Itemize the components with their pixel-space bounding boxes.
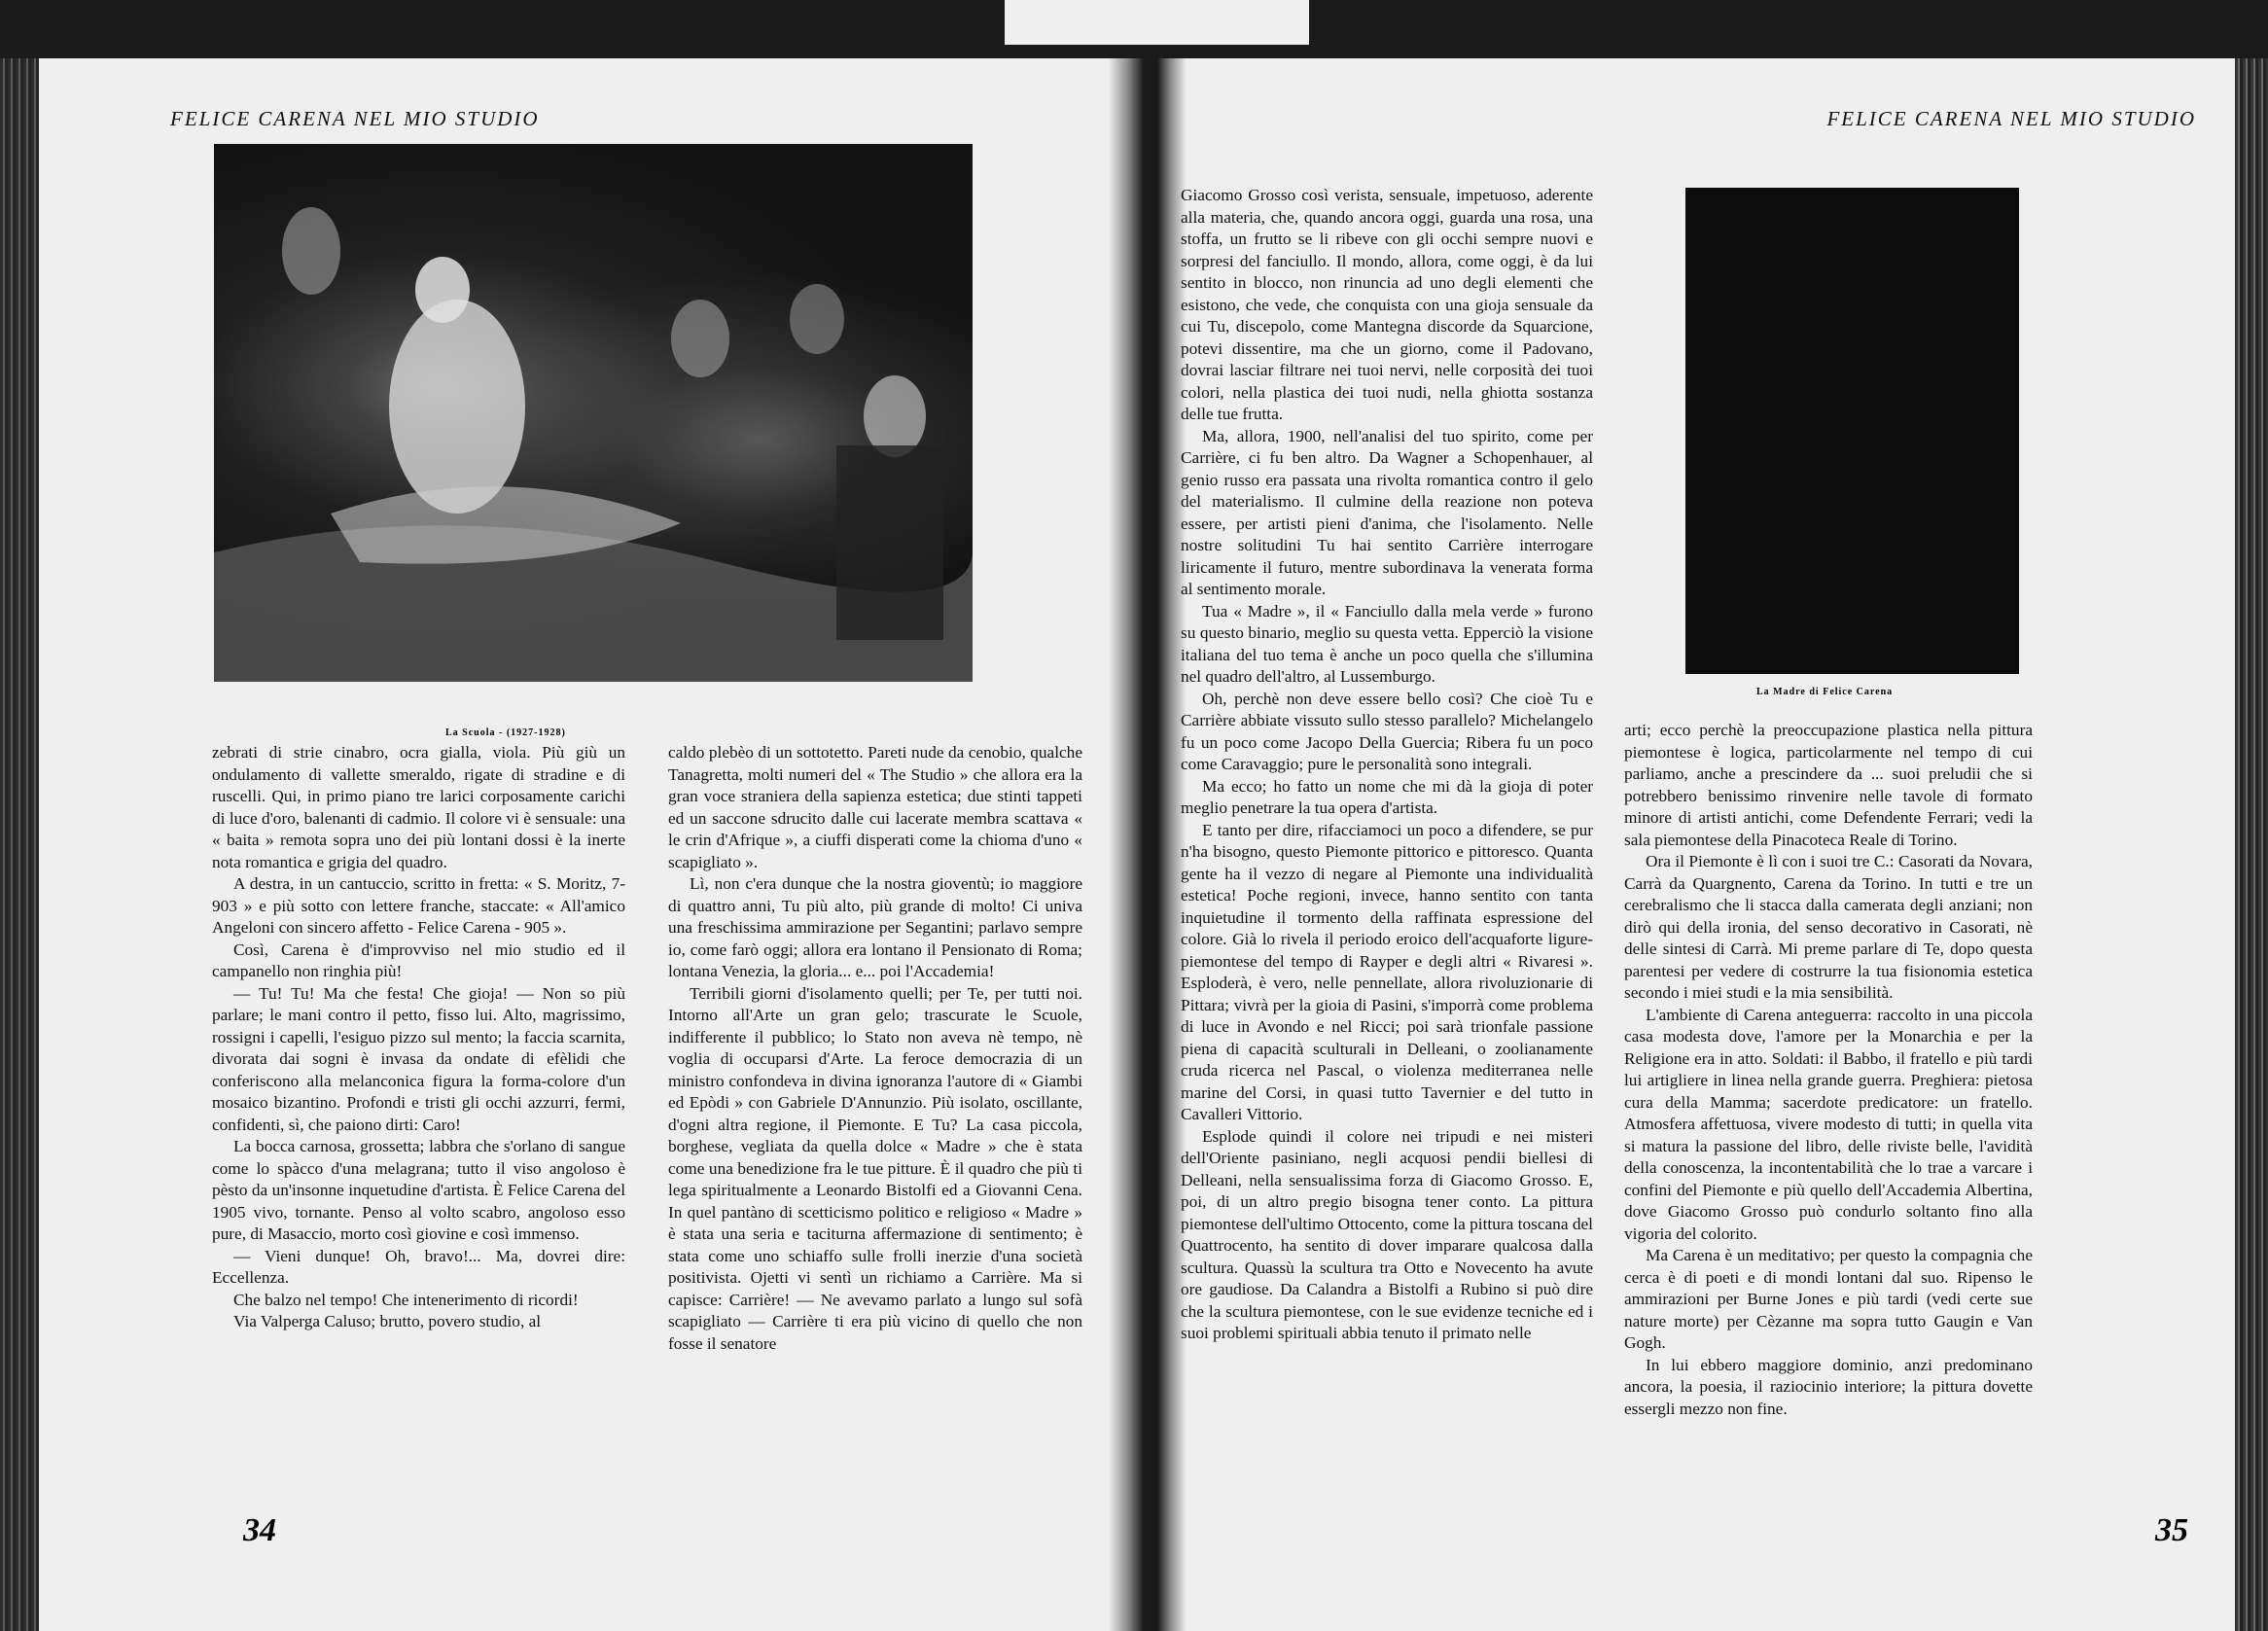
paragraph: E tanto per dire, rifacciamoci un poco a difendere, se pur n'ha bisogno, questo Piemonte pittorico e pittoresco. Quanta gente ha il vezzo di negare al Piemonte una individualità estetica! Poche regioni, invece, hanno sentito con tanta inquietudine il tormento della raffinata espressione del colore. Già lo rivela il periodo eroico dell'acquaforte ligure-piemontese del tempo di Rayper e degli altri « Rivaresi ». Esploderà, è vero, nelle pennellate, allora rivoluzionarie di Pittara; vivrà per la gioia di Pasini, s'imporrà come problema di luce in Avondo e nel Ricci; poi sarà trionfale passione piena di capacità sculturali in Delleani, o zoolianamente cruda ricerca nel Pascal, o violenza mediterranea nelle marine del Corsi, in quasi tutto Tavernier e del tutto in Cavalleri Vittorio. (1181, 820, 1593, 1123)
paragraph: zebrati di strie cinabro, ocra gialla, viola. Più giù un ondulamento di vallette smeraldo, rigate di stradine e di ruscelli. Qui, in primo piano tre larici corposamente carichi di luce d'oro, balenanti di cadmio. Il colore vi è sensuale: una « baita » remota sopra uno dei più lontani dossi è la inerte nota romantica e grigia del quadro. (212, 743, 625, 871)
right-page-number: 35 (2155, 1512, 2188, 1548)
paragraph: Oh, perchè non deve essere bello così? Che cioè Tu e Carrière abbiate vissuto sullo stesso parallelo? Michelangelo fu un poco come Jacopo Della Guercia; Ribera fu un poco come Caravaggio; pure le personalità sono integrali. (1181, 689, 1593, 773)
paragraph: A destra, in un cantuccio, scritto in fretta: « S. Moritz, 7-903 » e più sotto con lettere franche, staccate: « All'amico Angeloni con sincero affetto - Felice Carena - 905 ». (212, 874, 625, 937)
right-caption: La Madre di Felice Carena (1756, 687, 1894, 697)
paragraph: Via Valperga Caluso; brutto, povero studio, al (233, 1312, 542, 1330)
paragraph: Esplode quindi il colore nei tripudi e nei misteri dell'Oriente pasiniano, negli acquosi pendii biellesi di Delleani, nella sensualissima forza di Giacomo Grosso. E, poi, di un altro pregio bisogna tener conto. La pittura piemontese dell'ultimo Ottocento, come la pittura toscana del Quattrocento, ha sentito di dover imparare qualcosa dalla scultura. Quassù la scultura tra Otto e Novecento ha avute ore gaudiose. Da Calandra a Bistolfi a Rubino si può dire che la scultura piemontese, con le sue evidenze tecniche ed i suoi problemi spirituali abbia tenuto il primato nelle (1181, 1126, 1593, 1342)
paragraph: L'ambiente di Carena anteguerra: raccolto in una piccola casa modesta dove, l'amore per la Monarchia e per la Religione era in atto. Soldati: il Babbo, il fratello e più tardi lui artigliere in linea nella grande guerra. Preghiera: pietosa cura della Mamma; sacerdote predicatore: un fratello. Atmosfera affettuosa, vivere modesto di tutti; in quella vita si matura la passione del libro, delle riviste belle, l'avidità della conoscenza, la incontentabilità che lo trae a varcare i confini del Piemonte e più quello dell'Accademia Albertina, dove Giacomo Grosso può condurlo soltanto fino alla vigoria del colorito. (1624, 1005, 2033, 1243)
paragraph: Ora il Piemonte è lì con i suoi tre C.: Casorati da Novara, Carrà da Quargnento, Carena da Torino. In tutti e tre un cerebralismo che li stacca dalla camerata degli anziani; non dirò qui della ironia, del senso decorativo in Casorati, nè delle sintesi di Carrà. Mi preme parlare di Te, dopo questa parentesi per vedere di costrurre la tua fisionomia estetica secondo i miei studi e la mia sensibilità. (1624, 852, 2033, 1002)
right-page (1157, 58, 2235, 1631)
right-book-edge (2235, 58, 2268, 1631)
paragraph: Che balzo nel tempo! Che intenerimento di ricordi! (233, 1290, 579, 1309)
left-book-edge (0, 58, 39, 1631)
right-column-1 (1181, 185, 1593, 1345)
paragraph: Ma Carena è un meditativo; per questo la compagnia che cerca è di poeti e di mondi lontani dal suo. Ripenso le ammirazioni per Burne Jones e più tardi (vedi certe sue nature morte) per Cèzanne ma sopra tutto Gaugin e Van Gogh. (1624, 1246, 2033, 1352)
paragraph: La bocca carnosa, grossetta; labbra che s'orlano di sangue come lo spàcco d'una melagrana; tutto il viso angoloso è pèsto da un'insonne inquetudine d'artista. È Felice Carena del 1905 vivo, tornante. Penso al volto scabro, angoloso esso pure, di Masaccio, morto così giovine e così immenso. (212, 1137, 625, 1243)
paragraph: — Vieni dunque! Oh, bravo!... Ma, dovrei dire: Eccellenza. (212, 1246, 625, 1287)
painting-la-scuola (214, 144, 973, 682)
paragraph: Giacomo Grosso così verista, sensuale, impetuoso, aderente alla materia, che, quando ancora oggi, guarda una rosa, una stoffa, un frutto se li ribeve con gli occhi sempre nuovi e sorpresi del fanciullo. Il mondo, allora, come oggi, è da lui sentito in blocco, non rinuncia ad uno degli elementi che esistono, che vede, che conquista con una gioja sensuale da cui Tu, discepolo, come Mantegna discorde da Squarcione, potevi dissentire, ma che un giorno, come il Padovano, dovrai lasciar filtrare nei tuoi nervi, nelle corposità dei tuoi colori, nella plastica dei tuoi nudi, nella ghiotta sostanza delle tue frutta. (1181, 186, 1593, 423)
painting-la-madre-plate (1685, 188, 2019, 674)
right-running-head: FELICE CARENA NEL MIO STUDIO (1826, 107, 2196, 130)
paragraph: caldo plebèo di un sottotetto. Pareti nude da cenobio, qualche Tanagretta, molti numeri del « The Studio » che allora era la gran voce straniera della sapienza estetica; due stinti tappeti ed un saccone sdrucito dalle cui lacerate membra scattava « le crin d'Afrique », a ciuffi disperati come la chioma d'uno « scapigliato ». (668, 743, 1082, 871)
paragraph: Ma ecco; ho fatto un nome che mi dà la gioja di poter meglio penetrare la tua opera d'artista. (1181, 776, 1593, 817)
painting-figures-illustration (214, 144, 973, 682)
top-slot (1005, 0, 1309, 45)
left-caption: La Scuola - (1927-1928) (445, 727, 566, 738)
left-column-1 (212, 742, 625, 1333)
right-column-2 (1624, 720, 2033, 1420)
paragraph: arti; ecco perchè la preoccupazione plastica nella pittura piemontese è logica, particolarmente nel tempo di cui parliamo, anche a prescindere da ... suoi preludii che si potrebbero benissimo rinvenire nelle tavole di formato minore di artisti antichi, come Defendente Ferrari; vedi la sala piemontese della Pinacoteca Reale di Torino. (1624, 721, 2033, 849)
paragraph: Ma, allora, 1900, nell'analisi del tuo spirito, come per Carrière, ci fu ben altro. Da Wagner a Schopenhauer, al genio russo era passata una rivolta romantica contro il gelo del materialismo. Il culmine della reazione non poteva essere, per artisti pieni d'anima, che l'isolamento. Nelle nostre solitudini Tu hai sentito Carrière interrogare liricamente il futuro, mentre subordinava la venerata forma al sentimento morale. (1181, 426, 1593, 598)
left-running-head: FELICE CARENA NEL MIO STUDIO (170, 107, 540, 130)
paragraph: In lui ebbero maggiore dominio, anzi predominano ancora, la poesia, il raziocinio interiore; la pittura dovette essergli mezzo non fine. (1624, 1355, 2033, 1418)
left-page (39, 58, 1144, 1631)
paragraph: Così, Carena è d'improvviso nel mio studio ed il campanello non ringhia più! (212, 940, 625, 980)
left-column-2 (668, 742, 1082, 1355)
left-page-number: 34 (243, 1512, 276, 1548)
paragraph: — Tu! Tu! Ma che festa! Che gioja! — Non so più parlare; le mani contro il petto, fisso lui. Alto, magrissimo, rossigni i capelli, l'esiguo pizzo sul mento; la faccia scarnita, divorata dai sogni è invasa da ondate di efèlidi che conferiscono alla melanconica figura la forma-colore d'un mosaico bizantino. Profondi e tristi gli occhi azzurri, fermi, confidenti, sì, che paiono dirti: Caro! (212, 983, 625, 1134)
paragraph: Terribili giorni d'isolamento quelli; per Te, per tutti noi. Intorno all'Arte un gran gelo; trascurate le Scuole, indifferente il pubblico; lo Stato non aveva nè tempo, nè voglia di occuparsi d'Arte. La feroce democrazia di un ministro confondeva in divina ignoranza l'autore di « Giambi ed Epòdi » con Gabriele D'Annunzio. Più isolato, oscillante, d'ogni altra regione, il Piemonte. E Tu? La casa piccola, borghese, vegliata da quella dolce « Madre » che è stata come una benedizione fra le tue pitture. È il quadro che più ti lega spiritualmente a Leonardo Bistolfi ed a Giovanni Cena. In quel pantàno di scetticismo politico e religioso « Madre » è stata una seria e taciturna affermazione di sentimento; è stata come uno schiaffo sulle frolli inerzie d'una società positivista. Ojetti vi sentì un richiamo a Carrière. Ma si capisce: Carrière! — Ne avevamo parlato a lungo sul sofà scapigliato — Carrière ti era più vicino di quello che non fosse il senatore (668, 983, 1082, 1353)
left-gutter-shadow (1109, 58, 1144, 1631)
paragraph: Tua « Madre », il « Fanciullo dalla mela verde » furono su questo binario, meglio su questa vetta. Epperciò la visione italiana del tuo tema è anche un poco quella che s'illumina nel quadro dell'altro, al Lussemburgo. (1181, 601, 1593, 686)
paragraph: Lì, non c'era dunque che la nostra gioventù; io maggiore di quattro anni, Tu più alto, più grande di molto! Ci univa una freschissima ammirazione per Segantini; parlavo sempre io, come farò oggi; allora era lontano il Pensionato di Roma; lontana Venezia, la gloria... e... poi l'Accademia! (668, 874, 1082, 980)
